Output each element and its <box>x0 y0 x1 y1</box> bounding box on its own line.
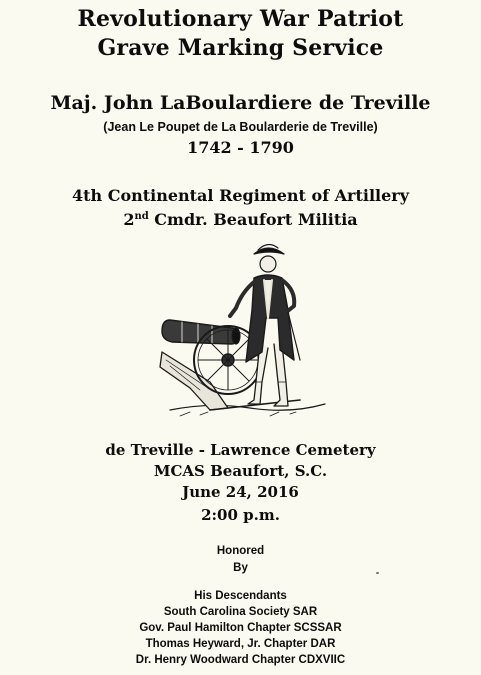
honored-item: His Descendants <box>194 590 287 602</box>
title-line-1: Revolutionary War Patriot <box>77 6 404 32</box>
event-location: de Treville - Lawrence Cemetery <box>105 441 376 459</box>
regiment: 4th Continental Regiment of Artillery <box>71 186 410 205</box>
honoree-name: Maj. John LaBoulardiere de Treville <box>50 92 431 114</box>
title-line-2: Grave Marking Service <box>97 35 384 61</box>
honored-item: Gov. Paul Hamilton Chapter SCSSAR <box>139 622 342 634</box>
rank-rest: Cmdr. Beaufort Militia <box>148 210 358 229</box>
soldier-cannon-illustration <box>150 232 330 427</box>
militia-rank <box>0 210 481 229</box>
rank-ordinal: 2 <box>123 210 135 229</box>
honoree-full-name: (Jean Le Poupet de La Boularderie de Treville) <box>103 120 378 134</box>
honored-item: South Carolina Society SAR <box>163 606 318 618</box>
honored-item: Dr. Henry Woodward Chapter CDXVIIC <box>135 654 346 666</box>
paper-speck <box>376 572 379 574</box>
event-time: 2:00 p.m. <box>201 506 280 524</box>
event-place: MCAS Beaufort, S.C. <box>153 462 328 480</box>
honoree-years: 1742 - 1790 <box>187 138 294 157</box>
honored-by-label: By <box>233 562 248 574</box>
honored-item: Thomas Heyward, Jr. Chapter DAR <box>145 638 336 650</box>
event-date: June 24, 2016 <box>182 483 299 501</box>
honored-label: Honored <box>216 545 265 557</box>
rank-suffix: nd <box>134 211 149 222</box>
